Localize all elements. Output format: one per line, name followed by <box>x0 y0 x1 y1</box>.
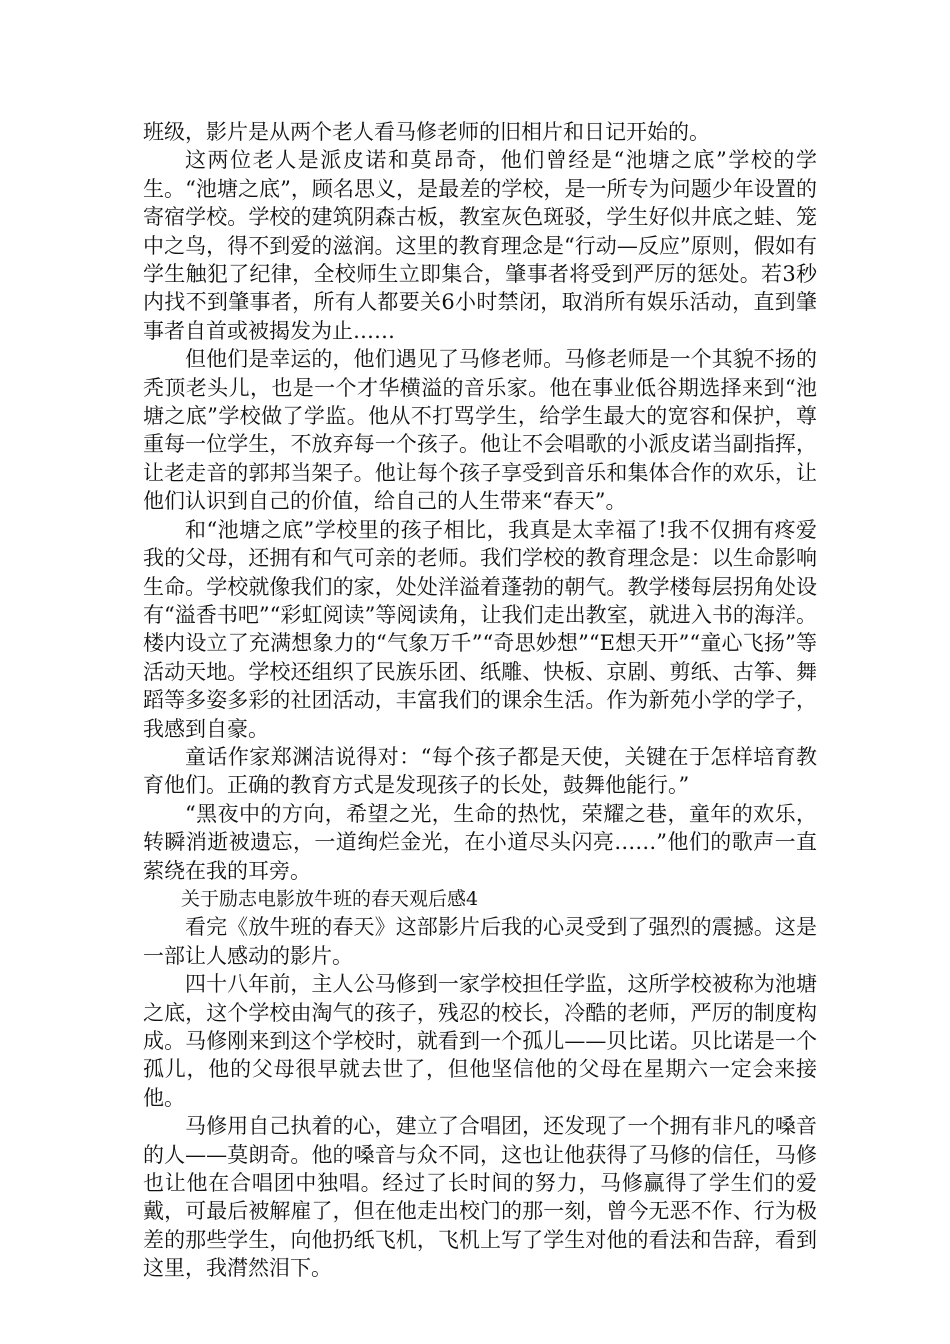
paragraph-3: 但他们是幸运的，他们遇见了马修老师。马修老师是一个其貌不扬的秃顶老头儿，也是一个才华横溢的音乐家。他在事业低谷期选择来到“池塘之底”学校做了学监。他从不打骂学生，给学生最大的宽容和保护，尊重每一位学生，不放弃每一个孩子。他让不会唱歌的小派皮诺当副指挥，让老走音的郭邦当架子。他让每个孩子享受到音乐和集体合作的欢乐，让他们认识到自己的价值，给自己的人生带来“春天”。 <box>143 347 817 514</box>
paragraph-5: 童话作家郑渊洁说得对：“每个孩子都是天使，关键在于怎样培育教育他们。正确的教育方式是发现孩子的长处，鼓舞他能行。” <box>143 744 817 798</box>
document-page <box>143 118 817 1283</box>
paragraph-2: 这两位老人是派皮诺和莫昂奇，他们曾经是“池塘之底”学校的学生。“池塘之底”，顾名思义，是最差的学校，是一所专为问题少年设置的寄宿学校。学校的建筑阴森古板，教室灰色斑驳，学生好似井底之蛙、笼中之鸟，得不到爱的滋润。这里的教育理念是“行动—反应”原则，假如有学生触犯了纪律，全校师生立即集合，肇事者将受到严厉的惩处。若3秒内找不到肇事者，所有人都要关6小时禁闭，取消所有娱乐活动，直到肇事者自首或被揭发为止…… <box>143 148 817 343</box>
paragraph-6: “黑夜中的方向，希望之光，生命的热忱，荣耀之巷，童年的欢乐，转瞬消逝被遗忘，一道绚烂金光，在小道尽头闪亮……”他们的歌声一直萦绕在我的耳旁。 <box>143 801 817 883</box>
paragraph-1: 班级，影片是从两个老人看马修老师的旧相片和日记开始的。 <box>143 120 710 144</box>
paragraph-9: 马修用自己执着的心，建立了合唱团，还发现了一个拥有非凡的嗓音的人——莫朗奇。他的嗓音与众不同，这也让他获得了马修的信任，马修也让他在合唱团中独唱。经过了长时间的努力，马修赢得了学生们的爱戴，可最后被解雇了，但在他走出校门的那一刻，曾今无恶不作、行为极差的那些学生，向他扔纸飞机，飞机上写了学生对他的看法和告辞，看到这里，我潸然泪下。 <box>143 1114 817 1281</box>
paragraph-4: 和“池塘之底”学校里的孩子相比，我真是太幸福了!我不仅拥有疼爱我的父母，还拥有和气可亲的老师。我们学校的教育理念是：以生命影响生命。学校就像我们的家，处处洋溢着蓬勃的朝气。教学楼每层拐角处设有“溢香书吧”“彩虹阅读”等阅读角，让我们走出教室，就进入书的海洋。楼内设立了充满想象力的“气象万千”“奇思妙想”“E想天开”“童心飞扬”等活动天地。学校还组织了民族乐团、纸雕、快板、京剧、剪纸、古筝、舞蹈等多姿多彩的社团活动，丰富我们的课余生活。作为新苑小学的学子，我感到自豪。 <box>143 517 817 741</box>
paragraph-7: 看完《放牛班的春天》这部影片后我的心灵受到了强烈的震撼。这是一部让人感动的影片。 <box>143 915 817 968</box>
section-heading: 关于励志电影放牛班的春天观后感4 <box>181 887 479 910</box>
paragraph-8: 四十八年前，主人公马修到一家学校担任学监，这所学校被称为池塘之底，这个学校由淘气的孩子，残忍的校长，冷酷的老师，严厉的制度构成。马修刚来到这个学校时，就看到一个孤儿——贝比诺。贝比诺是一个孤儿，他的父母很早就去世了，但他坚信他的父母在星期六一定会来接他。 <box>143 972 817 1110</box>
